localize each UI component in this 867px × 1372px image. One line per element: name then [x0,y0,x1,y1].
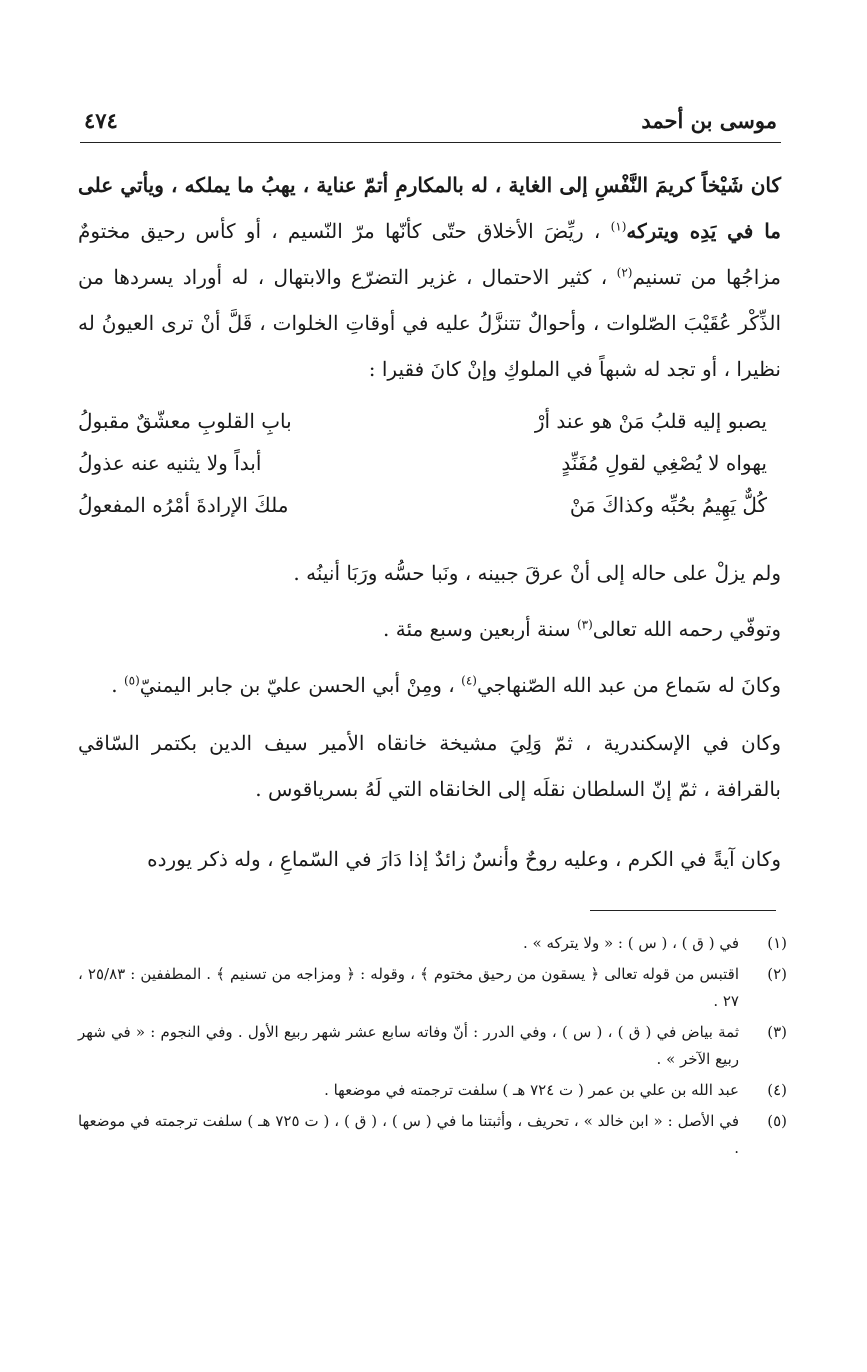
footnote-ref-4: (٤) [461,673,477,688]
footnote-number: (٣) [767,1023,787,1041]
page-number: ٤٧٤ [84,108,118,133]
footnote-number: (٥) [767,1112,787,1130]
poem-verse [78,400,767,442]
poem [78,400,767,526]
main-paragraph-part-2: ، ريِّضَ الأخلاق حتّى كأنّها مرّ النّسيم ، أو كأس رحيق مختومٌ مزاجُها من تسنيم [78,219,782,289]
paragraph-alexandria: وكان في الإسكندرية ، ثمّ وَلِيَ مشيخة خانقاه الأمير سيف الدين بكتمر السّاقي بالقرافة ، ثمّ إنّ السلطان نقلَه إلى الخانقاه التي لَهُ بسرياقوس . [78,731,781,801]
paragraph-teachers-before: وكانَ له سَماع من عبد الله الصّنهاجي [476,673,781,697]
footnote [78,1077,787,1104]
main-paragraph-lead: كان شَيْخاً كريمَ النَّفْسِ إلى الغاية ، له بالمكارمِ أتمّ عناية ، يهبُ ما يملكه ، ويأتي على ما في يَدِه ويتركه [78,173,781,243]
main-paragraph [78,162,781,392]
main-paragraph-part-3: ، كثير الاحتمال ، غزير التضرّع والابتهال ، له أوراد يسردها من الذِّكْر عُقَيْبَ الصّلوات ، وأحوالٌ تتنزَّلُ عليه في أوقاتِ الخلوات ، قَلَّ أنْ ترى العيونُ له نظيرا ، أو تجد له شبهاً في الملوكِ وإنْ كانَ فقيرا : [78,265,781,381]
page-header [80,104,781,143]
footnote-text: في الأصل : « ابن خالد » ، تحريف ، وأثبتنا ما في ( س ) ، ( ق ) ، ( ت ٧٢٥ هـ ) سلفت ترجمته في موضعها . [78,1112,739,1157]
paragraph-teachers [78,662,781,708]
footnote [78,930,787,957]
footnote-separator [590,910,776,911]
paragraph-after-poem: ولم يزلْ على حاله إلى أنْ عرقَ جبينه ، ونَبا حسُّه ورَبَا أنينُه . [293,561,781,585]
footnote-text: عبد الله بن علي بن عمر ( ت ٧٢٤ هـ ) سلفت ترجمته في موضعها . [324,1081,739,1099]
verse-first-hemistich: كُلٌّ يَهِيمُ بحُبِّه وكذاكَ مَنْ [569,493,767,517]
footnote-ref-1: (١) [610,219,627,234]
verse-first-hemistich: يهواه لا يُصْغِي لقولِ مُفَنِّدٍ [561,451,767,475]
paragraph-teachers-middle: ، ومِنْ أبي الحسن عليّ بن جابر اليمنيّ [139,673,462,697]
footnote [78,1019,787,1073]
verse-second-hemistich: ملكَ الإرادةَ أمْرُه المفعولُ [78,493,289,517]
paragraph-death-after: سنة أربعين وسبع مئة . [383,617,577,641]
paragraph-last: وكان آيةً في الكرم ، وعليه روحٌ وأنسٌ زائدٌ إذا دَارَ في السّماعِ ، وله ذكر يورده [147,847,781,871]
running-title: موسى بن أحمد [641,108,777,133]
paragraph-death-before: وتوفّي رحمه الله تعالى [592,617,781,641]
poem-verse [78,484,767,526]
verse-first-hemistich: يصبو إليه قلبُ مَنْ هو عند أرْ [534,409,767,433]
footnotes [78,930,787,1166]
footnote-ref-3: (٣) [576,617,593,632]
footnote [78,1108,787,1162]
verse-second-hemistich: أبداً ولا يثنيه عنه عذولُ [78,451,262,475]
footnote-ref-2: (٢) [616,265,633,280]
footnote-number: (٢) [767,965,787,983]
poem-verse [78,442,767,484]
footnote-number: (٤) [767,1081,787,1099]
footnote-number: (١) [767,934,787,952]
paragraph-death [78,606,781,652]
footnote-text: اقتبس من قوله تعالى ﴿ يسقون من رحيق مختوم ﴾ ، وقوله : ﴿ ومزاجه من تسنيم ﴾ . المطففين : ٢٥/٨٣ ، ٢٧ . [78,965,739,1010]
footnote-text: في ( ق ) ، ( س ) : « ولا يتركه » . [523,934,739,952]
paragraph-teachers-after: . [111,673,124,697]
footnote-ref-5: (٥) [123,673,140,688]
verse-second-hemistich: بابِ القلوبِ معشّقٌ مقبولُ [78,409,292,433]
footnote-text: ثمة بياض في ( ق ) ، ( س ) ، وفي الدرر : أنّ وفاته سابع عشر شهر ربيع الأول . وفي النجوم : « في شهر ربيع الآخر » . [78,1023,739,1068]
footnote [78,961,787,1015]
